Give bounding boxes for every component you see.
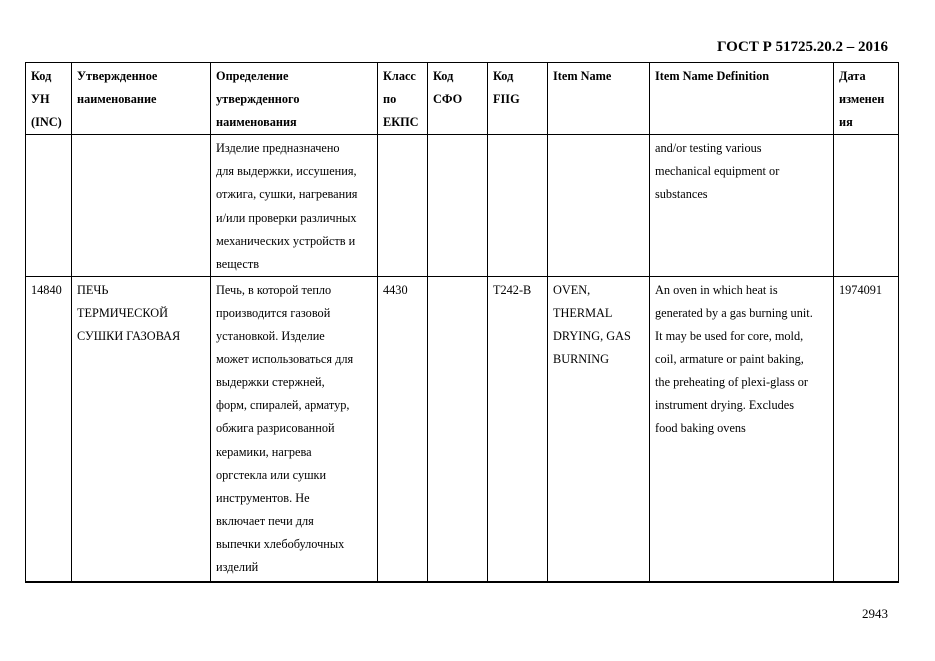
item-name-cell: OVEN, THERMAL DRYING, GAS BURNING [548, 276, 650, 582]
ekps-class-cell: 4430 [378, 276, 428, 582]
column-header-approved-name: Утвержденное наименование [72, 63, 211, 135]
approved-name-cell [72, 135, 211, 277]
approved-name-cell: ПЕЧЬ ТЕРМИЧЕСКОЙ СУШКИ ГАЗОВАЯ [72, 276, 211, 582]
inc-cell: 14840 [26, 276, 72, 582]
specification-table [25, 62, 899, 583]
column-header-change-date: Дата изменен ия [834, 63, 899, 135]
table-row [26, 276, 899, 582]
fiig-code-cell: T242-B [488, 276, 548, 582]
item-name-cell [548, 135, 650, 277]
fiig-code-cell [488, 135, 548, 277]
item-name-definition-cell: and/or testing various mechanical equipment or substances [650, 135, 834, 277]
item-name-definition-cell: An oven in which heat is generated by a gas burning unit. It may be used for core, mold, coil, armature or paint baking, the preheating of plexi-glass or instrument drying. Excludes food baking ovens [650, 276, 834, 582]
column-header-item-name-definition: Item Name Definition [650, 63, 834, 135]
change-date-cell: 1974091 [834, 276, 899, 582]
definition-cell: Изделие предназначено для выдержки, иссушения, отжига, сушки, нагревания и/или проверки различных механических устройств и веществ [211, 135, 378, 277]
document-standard-header: ГОСТ Р 51725.20.2 – 2016 [716, 39, 888, 55]
column-header-fiig-code: Код FIIG [488, 63, 548, 135]
column-header-sfo-code: Код СФО [428, 63, 488, 135]
table-header-row [26, 63, 899, 135]
ekps-class-cell [378, 135, 428, 277]
change-date-cell [834, 135, 899, 277]
definition-cell: Печь, в которой тепло производится газовой установкой. Изделие может использоваться для выдержки стержней, форм, спиралей, арматур, обжига разрисованной керамики, нагрева оргстекла или сушки инструментов. Не включает печи для выпечки хлебобулочных изделий [211, 276, 378, 582]
page-number: 2943 [862, 606, 888, 621]
column-header-ekps-class: Класс по ЕКПС [378, 63, 428, 135]
column-header-item-name: Item Name [548, 63, 650, 135]
column-header-inc: Код УН (INC) [26, 63, 72, 135]
table-row [26, 135, 899, 277]
sfo-code-cell [428, 276, 488, 582]
sfo-code-cell [428, 135, 488, 277]
inc-cell [26, 135, 72, 277]
column-header-definition: Определение утвержденного наименования [211, 63, 378, 135]
